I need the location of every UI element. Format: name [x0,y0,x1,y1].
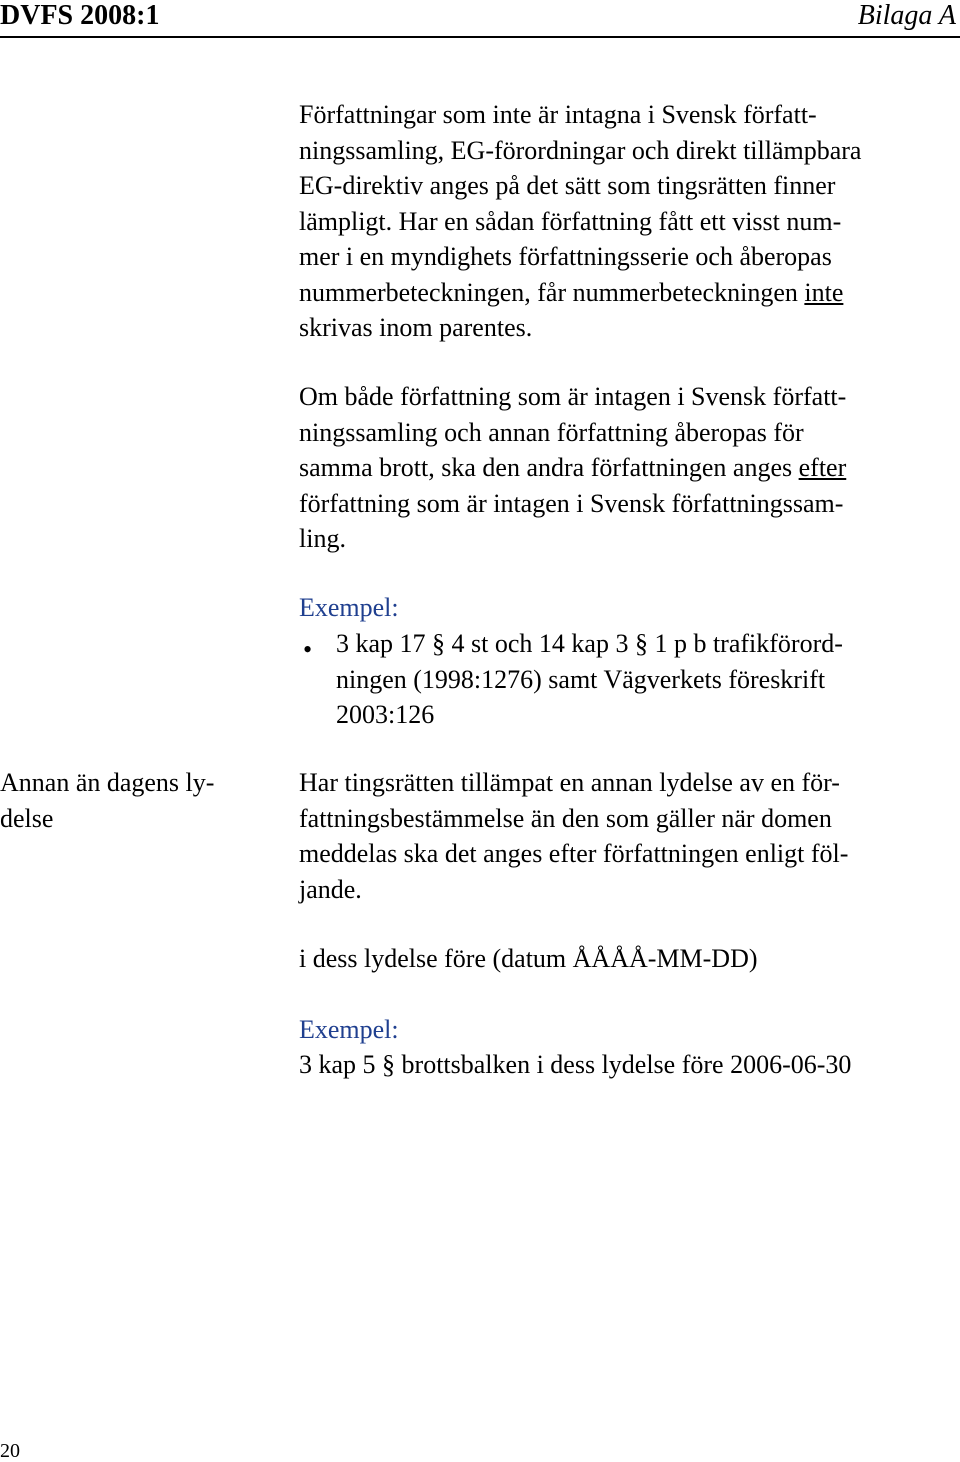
underlined-word-inte: inte [804,277,844,307]
example-label: Exempel: [299,593,399,622]
wording-format-line: i dess lydelse före (datum ÅÅÅÅ-MM-DD) [299,944,758,973]
page-number: 20 [0,1440,20,1462]
example-label-2: Exempel: [299,1015,399,1044]
side-heading: Annan än dagens ly- delse [0,768,215,833]
list-item: • 3 kap 17 § 4 st och 14 kap 3 § 1 p b trafikförord- ningen (1998:1276) samt Vägverkets föreskrift 2003:126 [303,629,843,729]
underlined-word-efter: efter [798,453,847,482]
bullet-icon: • [303,635,313,664]
paragraph-unlisted-statutes: Författningar som inte är intagna i Svensk författ- ningssamling, EG-förordningar och direkt tillämpbara EG-direktiv anges på det sätt som tingsrätten finner lämpligt. Har en sådan författning fått ett visst num- mer i en myndighets författningsserie och åberopas nummerbeteckningen, får nummerbeteckningen inte skrivas inom parentes. [299,100,862,342]
header-divider [0,36,960,38]
paragraph-other-wording: Har tingsrätten tillämpat en annan lydelse av en för- fattningsbestämmelse än den som gäller när domen meddelas ska det anges efter författningen enligt föl- jande. [299,768,849,904]
example-text-2: 3 kap 5 § brottsbalken i dess lydelse före 2006-06-30 [299,1050,852,1079]
appendix-label: Bilaga A [857,0,956,31]
paragraph-order-of-statutes: Om både författning som är intagen i Svensk författ- ningssamling och annan författning åberopas för samma brott, ska den andra författningen anges efter författning som är intagen i Svensk författningssam- ling. [299,382,847,553]
document-id: DVFS 2008:1 [0,0,160,31]
